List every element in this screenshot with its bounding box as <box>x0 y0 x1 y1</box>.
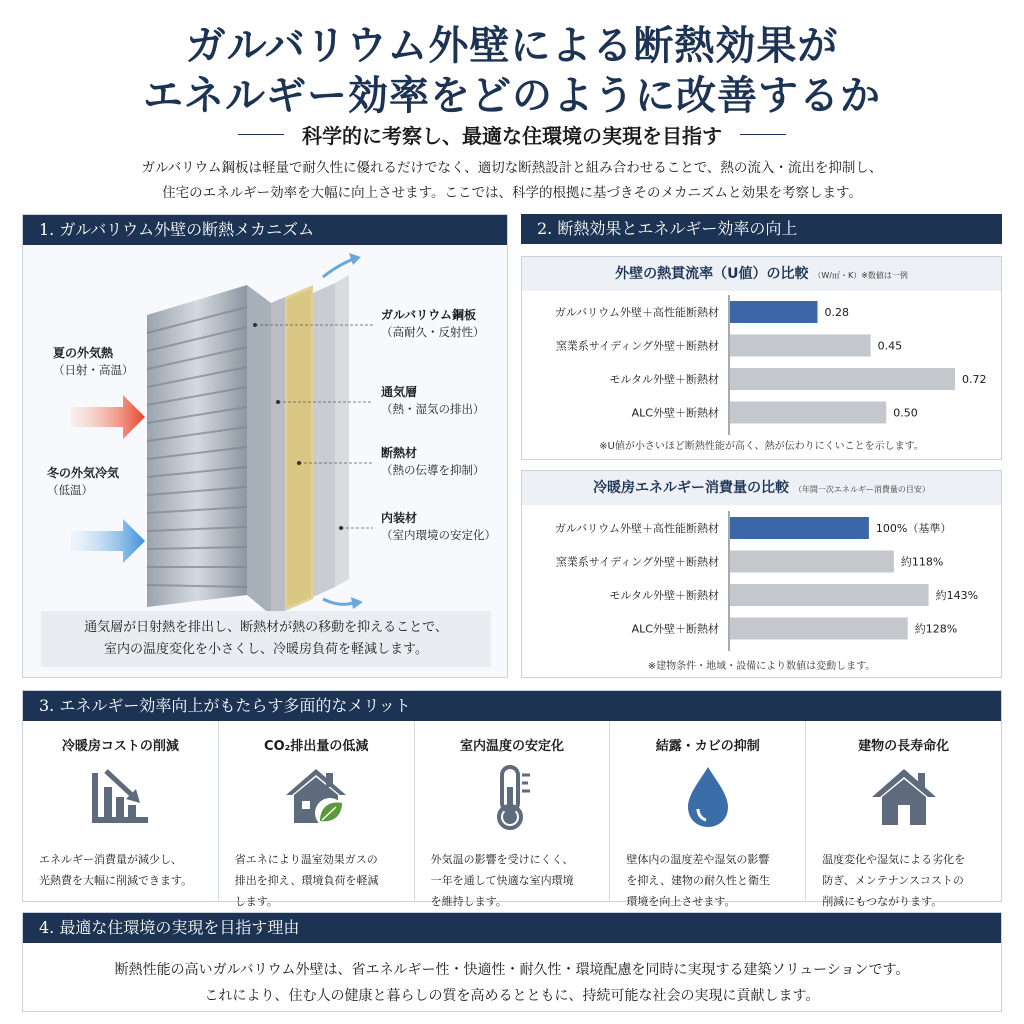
air-gap-layer <box>271 297 285 615</box>
winter-cold-arrow <box>71 519 145 563</box>
interior-board-layer <box>335 275 349 587</box>
merit-title: 室内温度の安定化 <box>459 739 564 754</box>
bar-category-label: ALC外壁＋断熱材 <box>631 406 719 420</box>
bar-category-label: ガルバリウム外壁＋高性能断熱材 <box>554 522 719 535</box>
bar <box>730 301 818 323</box>
bar-value-label: 0.45 <box>877 339 903 353</box>
section-conclusion <box>22 912 1002 1012</box>
merit-card <box>219 721 415 908</box>
merit-title: 冷暖房コストの削減 <box>61 739 179 754</box>
subtitle-rule-left <box>238 134 284 135</box>
section-merits <box>22 690 1002 908</box>
u-value-bar-chart <box>522 293 1001 443</box>
energy-chart-box <box>521 470 1002 678</box>
merit-card <box>806 721 1001 908</box>
water-drop-icon <box>674 763 742 831</box>
merit-desc: 温度変化や湿気による劣化を 防ぎ、メンテナンスコストの 削減にもつながります。 <box>822 853 966 908</box>
layer-label-insulation: 断熱材 （熱の伝導を抑制） <box>381 446 485 477</box>
energy-bar-chart <box>522 509 1001 659</box>
airflow-up-arrow <box>323 259 353 277</box>
section-mechanism <box>22 214 508 678</box>
bar <box>730 517 869 539</box>
page-title-line2: エネルギー効率をどのように改善するか <box>143 72 881 119</box>
bar <box>730 368 955 390</box>
merit-desc: エネルギー消費量が減少し、 光熱費を大幅に削減できます。 <box>39 853 193 887</box>
merit-desc: 省エネにより温室効果ガスの 排出を抑え、環境負荷を軽減 します。 <box>234 853 379 908</box>
mechanism-note: 通気層が日射熱を排出し、断熱材が熱の移動を抑えることで、 室内の温度変化を小さくし、冷暖房負荷を軽減します。 <box>41 611 491 667</box>
bar-value-label: 約128% <box>914 622 958 636</box>
galvalume-steel-layer <box>147 285 247 607</box>
layer-label-steel: ガルバリウム鋼板 （高耐久・反射性） <box>381 308 485 339</box>
subtitle-row <box>0 120 1024 149</box>
bar <box>730 584 929 606</box>
eco-house-leaf-icon <box>282 763 350 831</box>
bar-category-label: モルタル外壁＋断熱材 <box>609 373 719 386</box>
page-title-line1: ガルバリウム外壁による断熱効果が <box>185 22 839 69</box>
u-value-chart-box <box>521 256 1002 460</box>
layer-label-interior: 内装材 （室内環境の安定化） <box>381 511 496 542</box>
conclusion-text: 断熱性能の高いガルバリウム外壁は、省エネルギー性・快適性・耐久性・環境配慮を同時に実現する建築ソリューションです。 これにより、住む人の健康と暮らしの質を高めるとともに、持続可能な社会の実現に貢献します。 <box>114 962 910 1004</box>
airflow-down-arrow <box>323 599 353 604</box>
summer-heat-label: 夏の外気熱 （日射・高温） <box>53 346 134 377</box>
merits-row <box>23 721 1001 908</box>
bar-category-label: 窯業系サイディング外壁＋断熱材 <box>555 339 719 353</box>
merit-card <box>610 721 806 908</box>
bar-value-label: 約118% <box>900 555 944 569</box>
bar-value-label: 0.28 <box>824 306 849 319</box>
merit-title: 結露・カビの抑制 <box>655 739 760 754</box>
thermometer-icon <box>478 763 546 831</box>
wall-diagram <box>23 245 509 615</box>
intro-line: 住宅のエネルギー効率を大幅に向上させます。ここでは、科学的根拠に基づきそのメカニズムと効果を考察します。 <box>162 185 862 201</box>
bar <box>730 402 886 424</box>
page-subtitle: 科学的に考察し、最適な住環境の実現を目指す <box>302 124 722 148</box>
bar-category-label: 窯業系サイディング外壁＋断熱材 <box>555 555 719 569</box>
cost-down-chart-icon <box>86 763 154 831</box>
bar <box>730 618 908 640</box>
bar-value-label: 0.72 <box>962 373 987 386</box>
bar-category-label: ALC外壁＋断熱材 <box>631 622 719 636</box>
merit-card <box>415 721 611 908</box>
wall-cross-section-illustration <box>23 245 509 615</box>
section-efficiency <box>521 214 1002 678</box>
bar-value-label: 0.50 <box>893 406 918 420</box>
bar <box>730 551 894 573</box>
bar-category-label: モルタル外壁＋断熱材 <box>609 589 719 602</box>
section-heading: 2. 断熱効果とエネルギー効率の向上 <box>521 214 1002 244</box>
merit-title: CO₂排出量の低減 <box>264 739 369 754</box>
house-icon <box>870 763 938 831</box>
bar-value-label: 約143% <box>935 589 979 602</box>
merit-desc: 外気温の影響を受けにくく、 一年を通して快適な室内環境 を維持します。 <box>430 853 574 908</box>
section-heading: 3. エネルギー効率向上がもたらす多面的なメリット <box>23 691 1001 721</box>
intro-line: ガルバリウム鋼板は軽量で耐久性に優れるだけでなく、適切な断熱設計と組み合わせることで、熱の流入・流出を抑制し、 <box>141 160 883 176</box>
merit-card <box>23 721 219 901</box>
energy-chart-title: 冷暖房エネルギー消費量の比較 （年間一次エネルギー消費量の目安） <box>522 471 1001 505</box>
summer-heat-arrow <box>71 395 145 439</box>
bar-value-label: 100%（基準） <box>875 522 952 535</box>
section-heading: 1. ガルバリウム外壁の断熱メカニズム <box>23 215 507 245</box>
bar-category-label: ガルバリウム外壁＋高性能断熱材 <box>554 306 719 319</box>
layer-label-air-gap: 通気層 （熱・湿気の排出） <box>381 385 485 416</box>
bar <box>730 335 871 357</box>
u-value-chart-note: ※U値が小さいほど断熱性能が高く、熱が伝わりにくいことを示します。 <box>599 441 924 452</box>
section-heading: 4. 最適な住環境の実現を目指す理由 <box>23 913 1001 943</box>
winter-cold-label: 冬の外気冷気 （低温） <box>47 466 120 497</box>
subtitle-rule-right <box>740 134 786 135</box>
energy-chart-note: ※建物条件・地域・設備により数値は変動します。 <box>647 661 876 672</box>
intro-paragraph <box>40 156 984 206</box>
merit-desc: 壁体内の温度差や湿気の影響 を抑え、建物の耐久性と衛生 環境を向上させます。 <box>626 853 771 908</box>
merit-title: 建物の長寿命化 <box>858 739 950 754</box>
u-value-chart-title: 外壁の熱貫流率（U値）の比較 （W/㎡・K）※数値は一例 <box>522 257 1001 291</box>
